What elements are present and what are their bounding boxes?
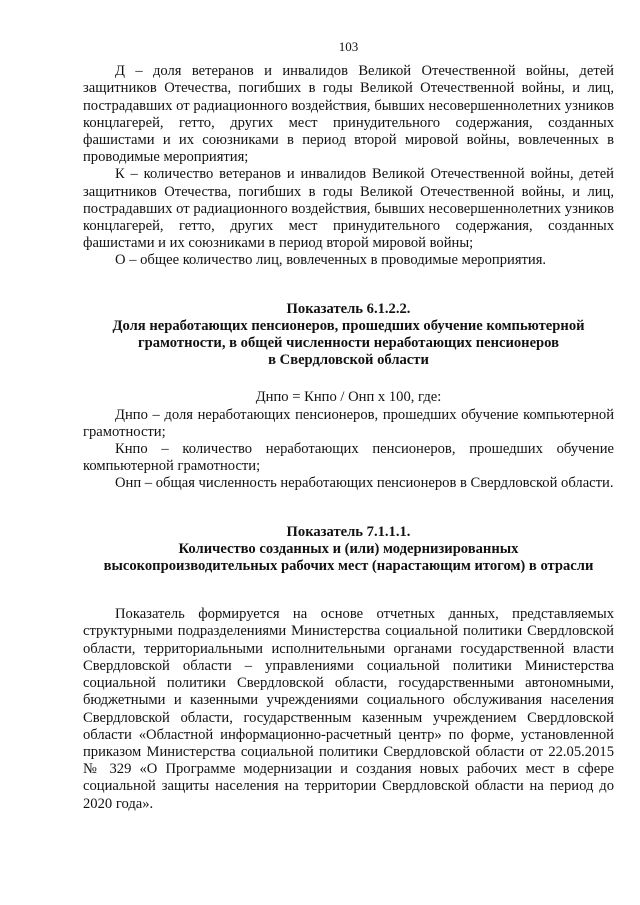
indicator-1-formula: Днпо = Кнпо / Онп х 100, где:: [255, 389, 442, 406]
indicator-1-definition-knpo: Кнпо – количество неработающих пенсионеров, прошедших обучение компьютерной грамотности;: [83, 441, 614, 475]
indicator-2-title-line-2: высокопроизводительных рабочих мест (нарастающим итогом) в отрасли: [103, 558, 594, 575]
page-content: [83, 38, 614, 813]
indicator-1-definition-dnpo: Днпо – доля неработающих пенсионеров, прошедших обучение компьютерной грамотности;: [83, 406, 614, 440]
indicator-2-title-line-1: Количество созданных и (или) модернизированных: [178, 540, 519, 557]
definition-o: О – общее количество лиц, вовлеченных в проводимые мероприятия.: [115, 252, 547, 269]
indicator-1-title-line-3: в Свердловской области: [268, 352, 429, 369]
definition-k: К – количество ветеранов и инвалидов Великой Отечественной войны, детей защитников Отечества, погибших в годы Великой Отечественной войны, и лиц, пострадавших от радиационного воздействия, бывших несовершеннолетних узников концлагерей, гетто, других мест принудительного содержания, созданных фашистами и их союзниками в период второй мировой войны;: [83, 166, 614, 252]
indicator-1-title-line-1: Доля неработающих пенсионеров, прошедших обучение компьютерной: [112, 317, 585, 334]
indicator-2-body: Показатель формируется на основе отчетных данных, представляемых структурными подразделениями Министерства социальной политики Свердловской области, территориальными исполнительными органами государственной власти Свердловской области – управлениями социальной политики Министерства социальной политики Свердловской области, государственными автономными, бюджетными и казенными учреждениями социального обслуживания населения Свердловской области, государственным казенным учреждением Свердловской области «Областной информационно-расчетный центр» по форме, установленной приказом Министерства социальной политики Свердловской области от 22.05.2015 № 329 «О Программе модернизации и создания новых рабочих мест в сфере социальной защиты населения на территории Свердловской области на период до 2020 года».: [83, 606, 614, 812]
indicator-1-definition-onp: Онп – общая численность неработающих пенсионеров в Свердловской области.: [115, 475, 614, 492]
page-number: 103: [338, 39, 359, 54]
definition-d: Д – доля ветеранов и инвалидов Великой Отечественной войны, детей защитников Отечества, погибших в годы Великой Отечественной войны, и лиц, пострадавших от радиационного воздействия, бывших несовершеннолетних узников концлагерей, гетто, других мест принудительного содержания, созданных фашистами и их союзниками в период второй мировой войны, вовлеченных в проводимые мероприятия;: [83, 63, 614, 166]
indicator-1-title-line-2: грамотности, в общей численности неработающих пенсионеров: [138, 335, 559, 352]
indicator-2-number: Показатель 7.1.1.1.: [286, 523, 411, 540]
indicator-1-number: Показатель 6.1.2.2.: [286, 300, 411, 317]
